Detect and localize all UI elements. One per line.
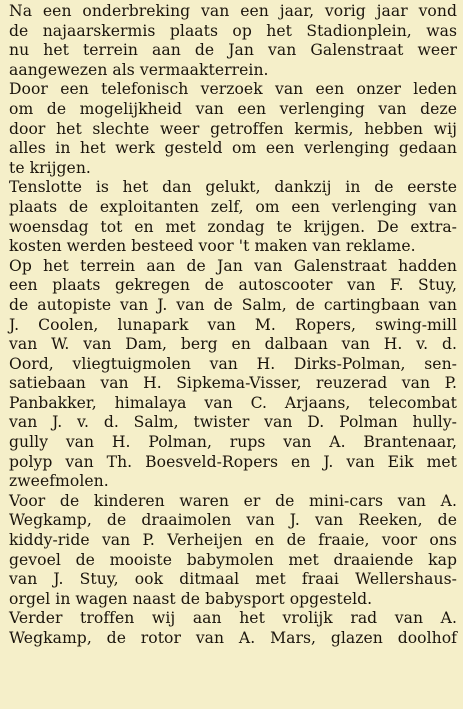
text-line: Tenslotte is het dan gelukt, dankzij in de eerste [9, 178, 457, 197]
text-line: een plaats gekregen de autoscooter van F. Stuy, [9, 276, 457, 295]
text-line: woensdag tot en met zondag te krijgen. De extra- [9, 217, 457, 236]
text-line: Oord, vliegtuigmolen van H. Dirks-Polman, sen- [9, 354, 457, 373]
text-line: Op het terrein aan de Jan van Galenstraat hadden [9, 256, 457, 275]
text-line: door het slechte weer getroffen kermis, hebben wij [9, 119, 457, 138]
text-line: te krijgen. [9, 158, 91, 177]
text-line: Panbakker, himalaya van C. Arjaans, telecombat [9, 393, 457, 412]
text-line: van J. Stuy, ook ditmaal met fraai Wellershaus- [9, 570, 457, 589]
text-line: aangewezen als vermaakterrein. [9, 60, 269, 79]
text-line: Voor de kinderen waren er de mini-cars van A. [9, 491, 457, 510]
text-line: gevoel de mooiste babymolen met draaiende kap [9, 550, 457, 569]
text-line: Wegkamp, de rotor van A. Mars, glazen doolhof [9, 629, 457, 647]
text-line: nu het terrein aan de Jan van Galenstraat weer [9, 41, 457, 60]
text-line: kiddy-ride van P. Verheijen en de fraaie, voor ons [9, 531, 457, 550]
text-line: kosten werden besteed voor 't maken van reklame. [9, 237, 416, 256]
text-line: plaats de exploitanten zelf, om een verlenging van [9, 197, 457, 216]
text-line: gully van H. Polman, rups van A. Brantenaar, [9, 433, 457, 452]
text-line: J. Coolen, lunapark van M. Ropers, swing-mill [9, 315, 457, 334]
text-line: orgel in wagen naast de babysport opgesteld. [9, 589, 373, 608]
text-line: Verder troffen wij aan het vrolijk rad van A. [9, 609, 457, 628]
text-line: van J. v. d. Salm, twister van D. Polman hully- [9, 413, 457, 432]
text-line: de najaarskermis plaats op het Stadionplein, was [9, 21, 457, 40]
text-line: van W. van Dam, berg en dalbaan van H. v. d. [9, 335, 457, 354]
text-line [9, 649, 457, 669]
text-line: Door een telefonisch verzoek van een onzer leden [9, 80, 457, 99]
text-line: satiebaan van H. Sipkema-Visser, reuzerad van P. [9, 374, 457, 393]
text-line: polyp van Th. Boesveld-Ropers en J. van Eik met [9, 452, 457, 471]
text-line: alles in het werk gesteld om een verlenging gedaan [9, 139, 457, 158]
text-line: de autopiste van J. van de Salm, de cartingbaan van [9, 295, 457, 314]
text-line: Na een onderbreking van een jaar, vorig jaar vond [9, 2, 457, 20]
text-line: zweefmolen. [9, 472, 109, 491]
text-line: om de mogelijkheid van een verlenging van deze [9, 99, 457, 118]
text-line: Wegkamp, de draaimolen van J. van Reeken, de [9, 511, 457, 530]
